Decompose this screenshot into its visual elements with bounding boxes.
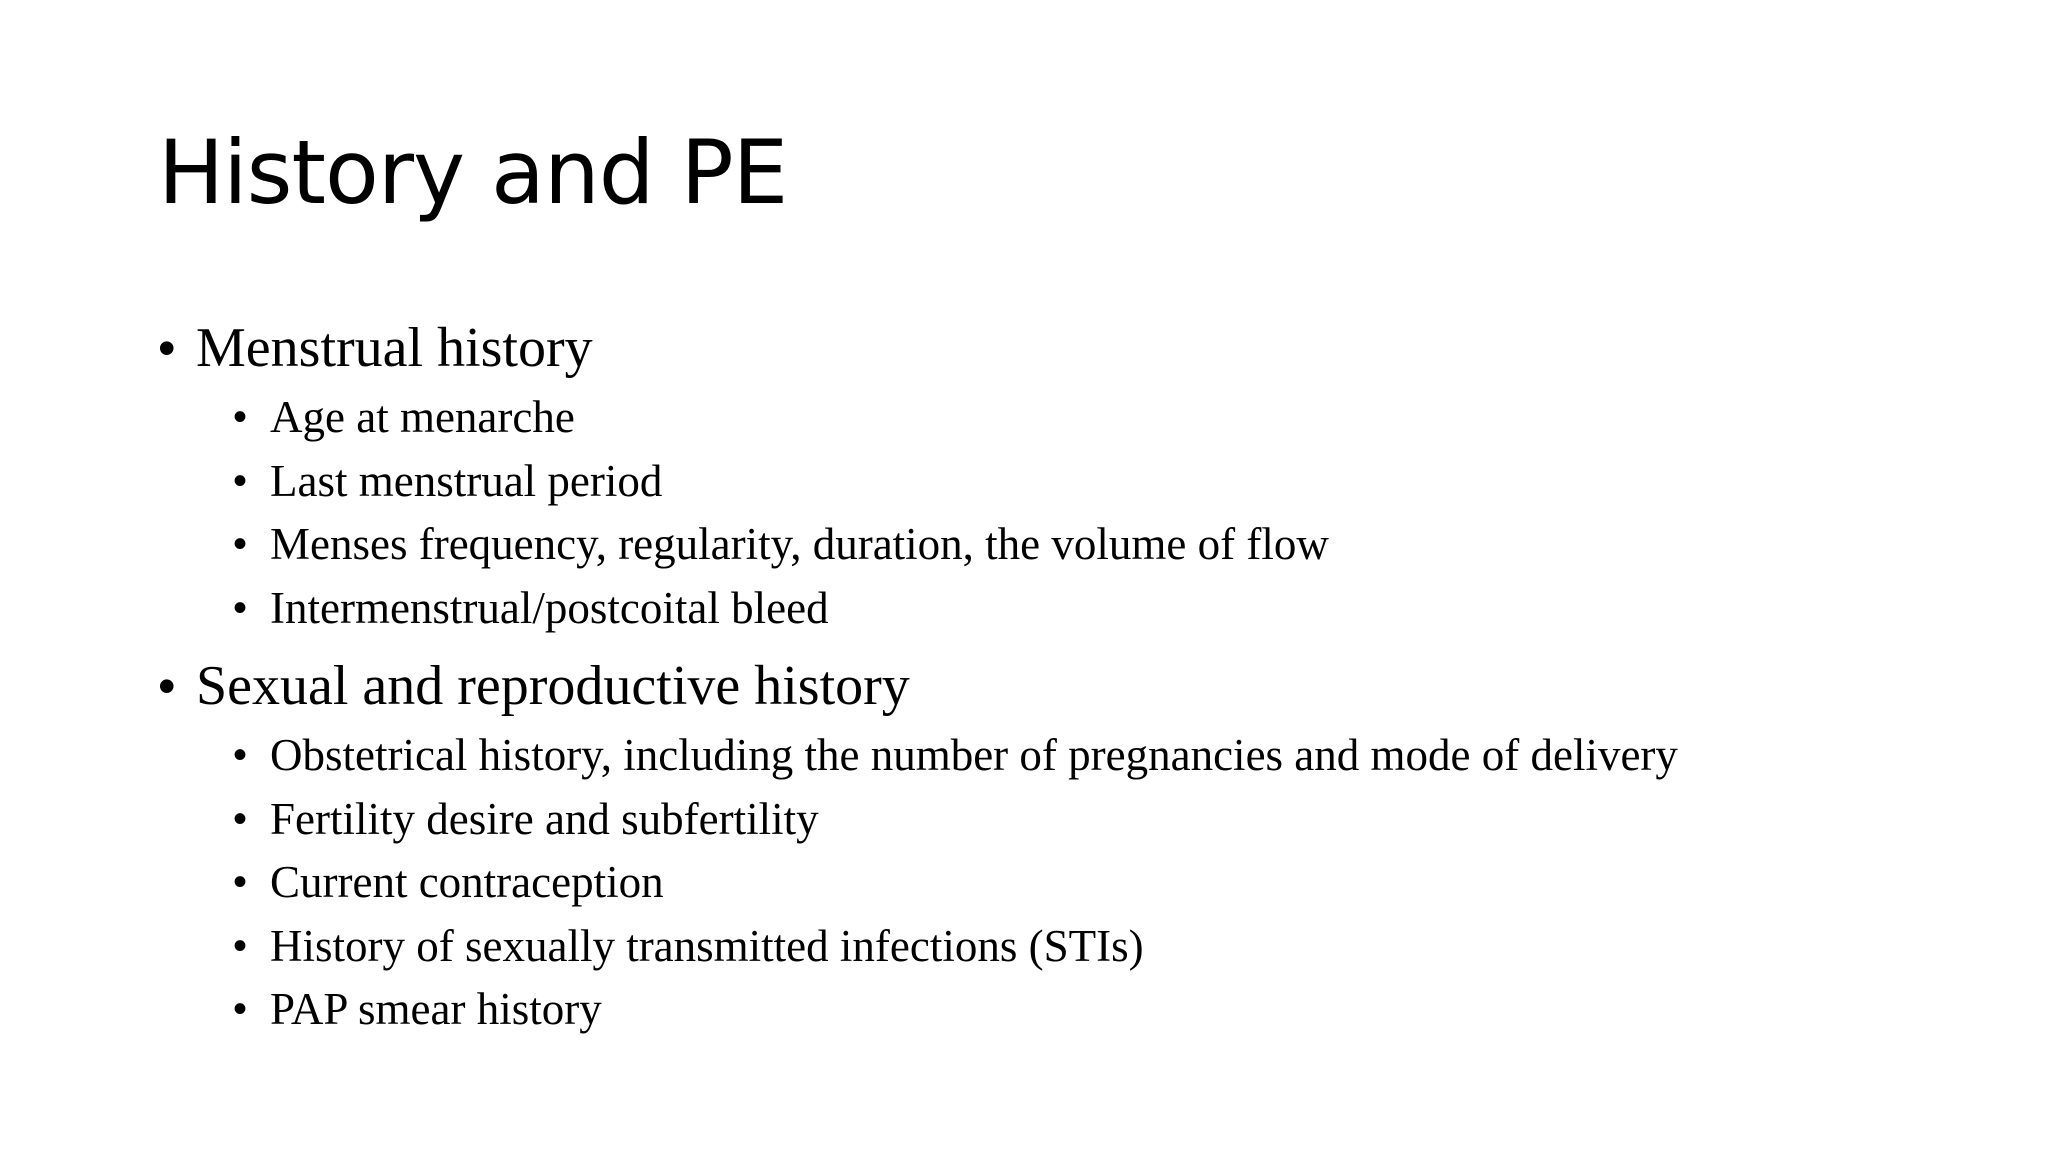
list-item-text: Obstetrical history, including the number of pregnancies and mode of delivery <box>270 730 1678 780</box>
list-item <box>158 788 1978 852</box>
slide-title: History and PE <box>158 121 788 224</box>
list-item <box>158 577 1978 641</box>
list-item <box>158 915 1978 979</box>
bullet-icon: • <box>233 585 248 630</box>
section-heading-text: Menstrual history <box>196 317 593 379</box>
bullet-icon: • <box>233 796 248 841</box>
list-item <box>158 513 1978 577</box>
bullet-icon: • <box>233 458 248 503</box>
list-item-text: History of sexually transmitted infections (STIs) <box>270 920 1144 971</box>
bullet-icon: • <box>233 733 248 777</box>
bullet-icon: • <box>233 987 248 1031</box>
list-item <box>158 851 1978 915</box>
bullet-icon: • <box>233 923 248 968</box>
section-heading-sexual-reproductive-history <box>158 648 1978 724</box>
bullet-icon: • <box>233 522 248 566</box>
section-spacer <box>158 640 1978 648</box>
bullet-icon: • <box>158 320 176 376</box>
list-item-text: Intermenstrual/postcoital bleed <box>270 582 829 633</box>
list-item-text: Age at menarche <box>270 392 575 442</box>
slide-content <box>158 310 1978 1042</box>
bullet-icon: • <box>158 658 176 714</box>
list-item-text: Last menstrual period <box>270 455 663 506</box>
list-item <box>158 978 1978 1042</box>
list-item-text: Current contraception <box>270 857 664 907</box>
list-item <box>158 450 1978 514</box>
list-item <box>158 386 1978 450</box>
list-item-text: PAP smear history <box>270 984 602 1034</box>
bullet-icon: • <box>233 860 248 904</box>
section-heading-menstrual-history <box>158 310 1978 386</box>
list-item-text: Menses frequency, regularity, duration, the volume of flow <box>270 519 1329 569</box>
section-heading-text: Sexual and reproductive history <box>196 655 910 717</box>
bullet-icon: • <box>233 395 248 439</box>
list-item-text: Fertility desire and subfertility <box>270 793 819 844</box>
list-item <box>158 724 1978 788</box>
